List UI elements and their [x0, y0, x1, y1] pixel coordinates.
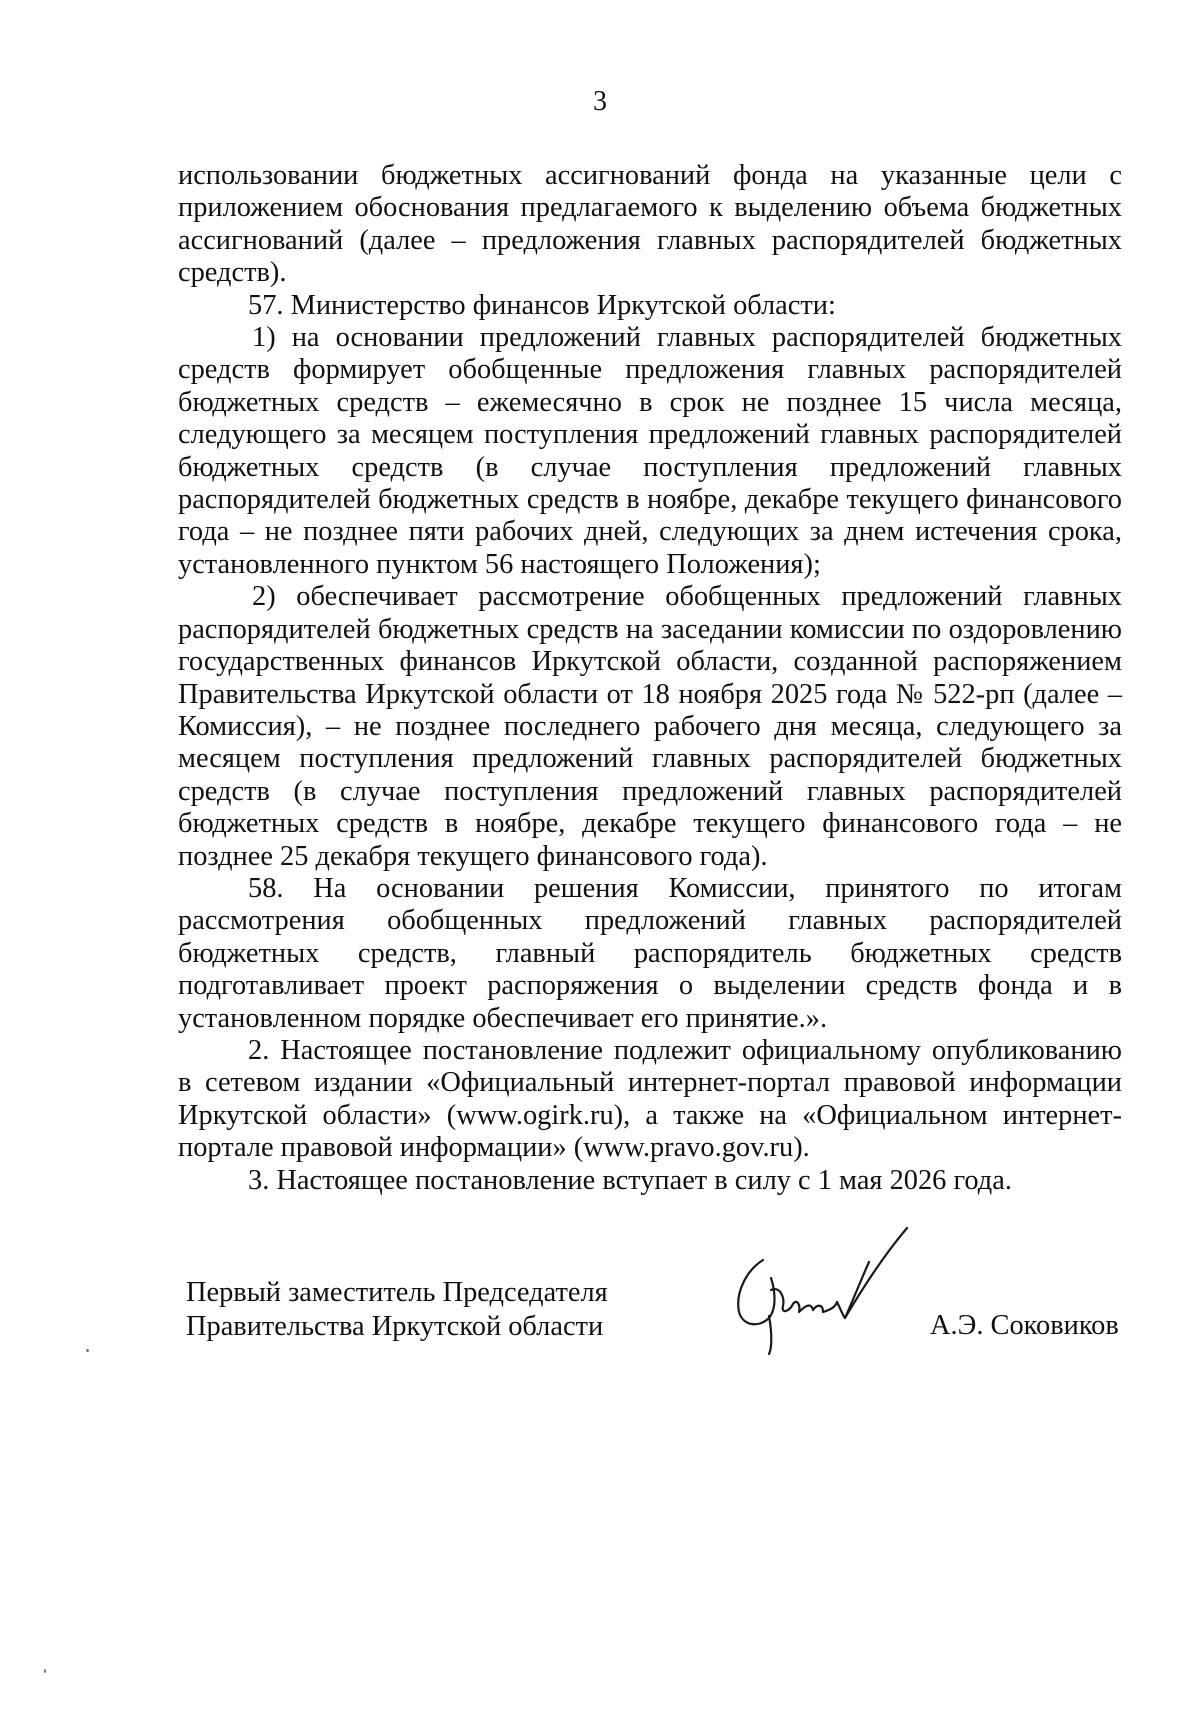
- paragraph-subitem-2: 2) обеспечивает рассмотрение обобщенных предложений главных распорядителей бюджетных средств на заседании комиссии по оздоровлению государственных финансов Иркутской области, созданной распоряжением Правительства Иркутской области от 18 ноября 2025 года № 522-рп (далее – Комиссия), – не позднее последнего рабочего дня месяца, следующего за месяцем поступления предложений главных распорядителей бюджетных средств (в случае поступления предложений главных распорядителей бюджетных средств в ноябре, декабре текущего финансового года – не позднее 25 декабря текущего финансового года).: [178, 581, 1122, 872]
- paragraph-subitem-1: 1) на основании предложений главных распорядителей бюджетных средств формирует обобщенные предложения главных распорядителей бюджетных средств – ежемесячно в срок не позднее 15 числа месяца, следующего за месяцем поступления предложений главных распорядителей бюджетных средств (в случае поступления предложений главных распорядителей бюджетных средств в ноябре, декабре текущего финансового года – не позднее пяти рабочих дней, следующих за днем истечения срока, установленного пунктом 56 настоящего Положения);: [178, 322, 1122, 580]
- signatory-position-line-1: Первый заместитель Председателя: [186, 1277, 608, 1308]
- paragraph-item-57: 57. Министерство финансов Иркутской области:: [248, 289, 836, 321]
- paragraph-clause-2: 2. Настоящее постановление подлежит официальному опубликованию в сетевом издании «Официальный интернет-портал правовой информации Иркутской области» (www.ogirk.ru), а также на «Официальном интернет-портале правовой информации» (www.pravo.gov.ru).: [178, 1034, 1122, 1164]
- paragraph-clause-3: 3. Настоящее постановление вступает в силу с 1 мая 2026 года.: [248, 1164, 1012, 1196]
- signatory-name: А.Э. Соковиков: [930, 1310, 1119, 1341]
- signatory-position-line-2: Правительства Иркутской области: [186, 1311, 604, 1342]
- page-number: 3: [593, 86, 607, 117]
- paragraph-continuation: использовании бюджетных ассигнований фонда на указанные цели с приложением обоснования предлагаемого к выделению объема бюджетных ассигнований (далее – предложения главных распорядителей бюджетных средств).: [178, 160, 1122, 289]
- scan-speck: [44, 1669, 46, 1673]
- scan-speck: [86, 1349, 89, 1352]
- paragraph-item-58: 58. На основании решения Комиссии, принятого по итогам рассмотрения обобщенных предложений главных распорядителей бюджетных средств, главный распорядитель бюджетных средств подготавливает проект распоряжения о выделении средств фонда и в установленном порядке обеспечивает его принятие.».: [178, 872, 1122, 1034]
- signatory-position: [186, 1276, 608, 1344]
- document-body: [178, 160, 1122, 1197]
- handwritten-signature: [725, 1220, 925, 1360]
